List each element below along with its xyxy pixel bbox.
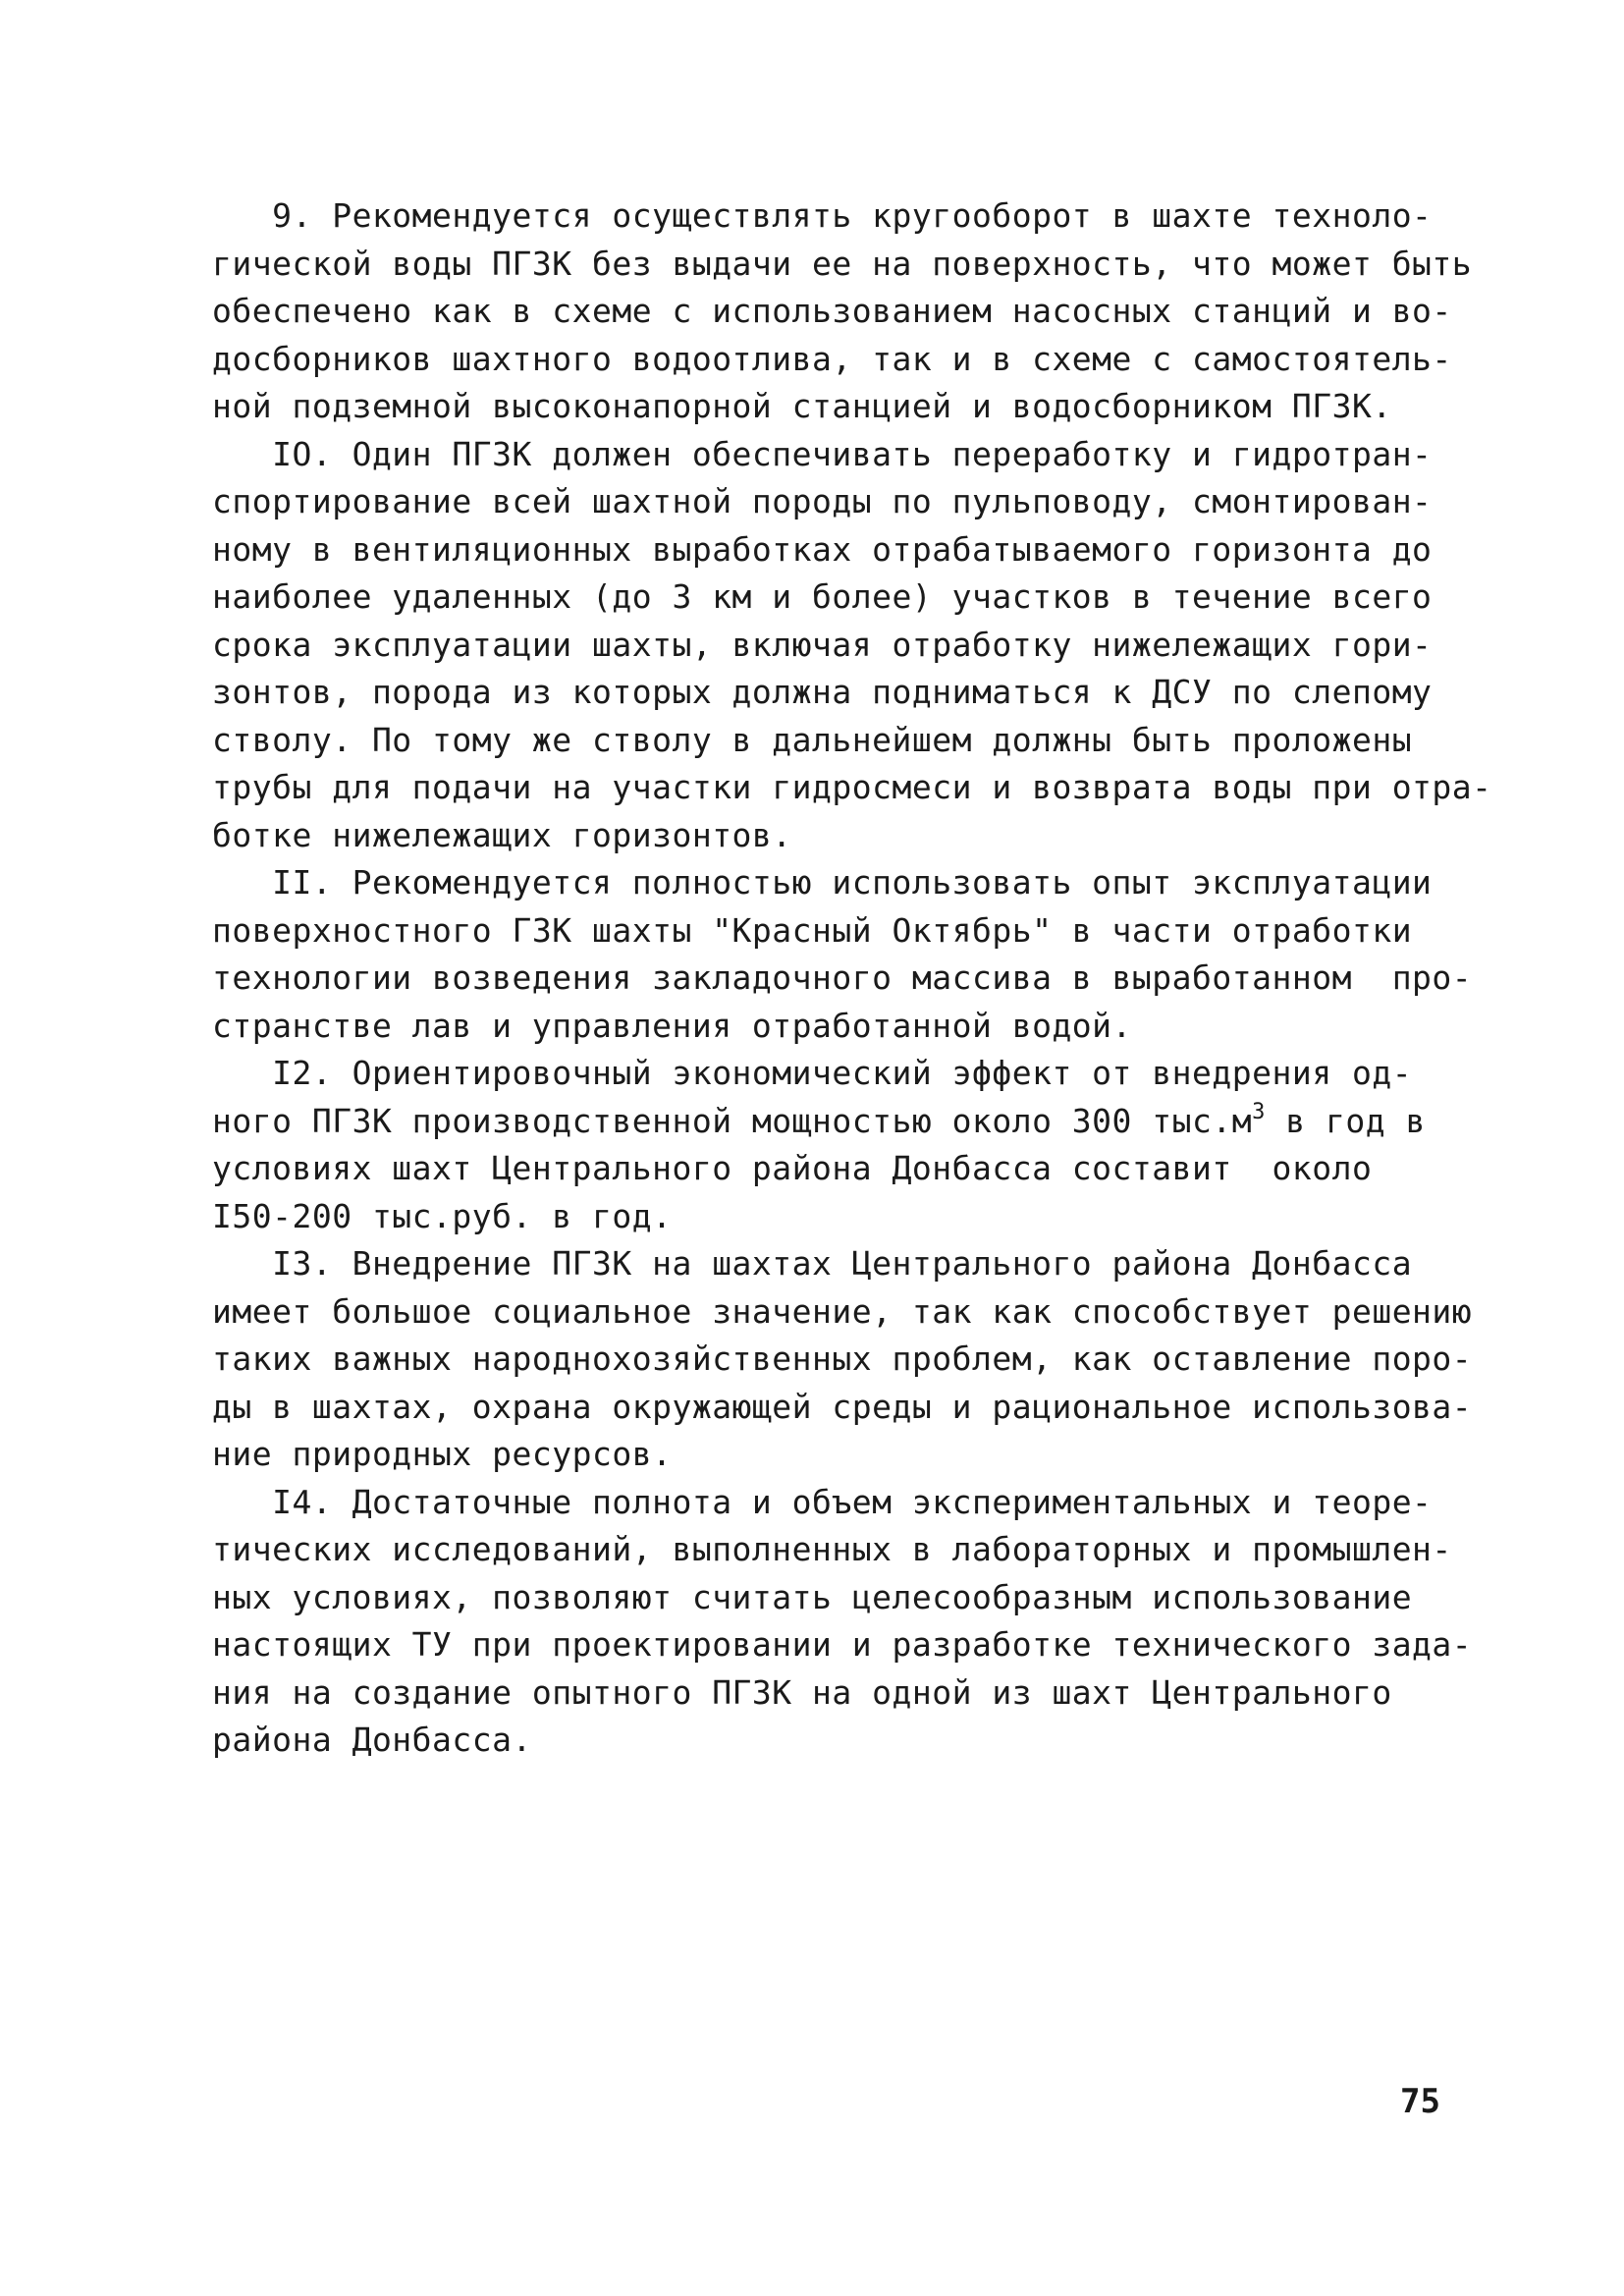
text-line: зонтов, порода из которых должна подниматься к ДСУ по слепому	[212, 673, 1433, 711]
page-number: 75	[1400, 2082, 1440, 2121]
text-line: технологии возведения закладочного массива в выработанном про-	[212, 958, 1473, 997]
text-line: срока эксплуатации шахты, включая отработку нижележащих гори-	[212, 625, 1433, 664]
text-line: ной подземной высоконапорной станцией и водосборником ПГЗК.	[212, 387, 1392, 425]
superscript-cubic: 3	[1252, 1099, 1266, 1124]
text-line: ние природных ресурсов.	[212, 1435, 673, 1473]
text-line: района Донбасса.	[212, 1721, 532, 1759]
text-line: I3. Внедрение ПГЗК на шахтах Центрального района Донбасса	[212, 1244, 1413, 1283]
text-line: настоящих ТУ при проектировании и разработке технического зада-	[212, 1625, 1473, 1664]
text-line: наиболее удаленных (до 3 км и более) участков в течение всего	[212, 577, 1433, 616]
text-line: тических исследований, выполненных в лабораторных и промышлен-	[212, 1530, 1452, 1568]
text-line: 9. Рекомендуется осуществлять кругооборот в шахте технолo-	[212, 196, 1433, 235]
text-line: условиях шахт Центрального района Донбасса составит около	[212, 1149, 1373, 1187]
text-line: спортирование всей шахтной породы по пульповоду, смонтирован-	[212, 482, 1433, 520]
text-fragment: ного ПГЗК производственной мощностью около 300 тыс.м	[212, 1101, 1253, 1140]
text-line: ния на создание опытного ПГЗК на одной из шахт Центрального	[212, 1672, 1392, 1712]
text-line: таких важных народнохозяйственных проблем, как оставление поро-	[212, 1339, 1473, 1378]
text-fragment: в год в	[1265, 1101, 1426, 1140]
text-line: ботке нижележащих горизонтов.	[212, 815, 792, 854]
text-line: гической воды ПГЗК без выдачи ее на поверхность, что может быть	[212, 244, 1473, 283]
text-line: имеет большое социальное значение, так как способствует решению	[212, 1291, 1473, 1331]
text-line: II. Рекомендуется полностью использовать опыт эксплуатации	[212, 863, 1433, 902]
document-body	[212, 192, 1492, 1765]
text-line: I2. Ориентировочный экономический эффект от внедрения од-	[212, 1054, 1413, 1092]
text-line: досборников шахтного водоотлива, так и в схеме с самостоятель-	[212, 339, 1452, 378]
text-line: поверхностного ГЗК шахты "Красный Октябрь" в части отработки	[212, 910, 1413, 950]
text-line-with-superscript	[212, 1098, 1489, 1146]
text-line: ных условиях, позволяют считать целесообразным использование	[212, 1577, 1413, 1616]
text-line: обеспечено как в схеме с использованием насосных станций и во-	[212, 292, 1452, 330]
text-line: ды в шахтах, охрана окружающей среды и рациональное использова-	[212, 1387, 1473, 1426]
text-line: IO. Один ПГЗК должен обеспечивать переработку и гидротран-	[212, 434, 1433, 473]
text-line: трубы для подачи на участки гидросмеси и возврата воды при отра-	[212, 768, 1492, 806]
text-line: странстве лав и управления отработанной водой.	[212, 1006, 1132, 1045]
text-line: ному в вентиляционных выработках отрабатываемого горизонта до	[212, 529, 1433, 569]
text-line: I4. Достаточные полнота и объем экспериментальных и теоре-	[212, 1482, 1433, 1521]
text-line: I50-200 тыс.руб. в год.	[212, 1196, 673, 1235]
text-line: стволу. По тому же стволу в дальнейшем должны быть проложены	[212, 720, 1413, 759]
